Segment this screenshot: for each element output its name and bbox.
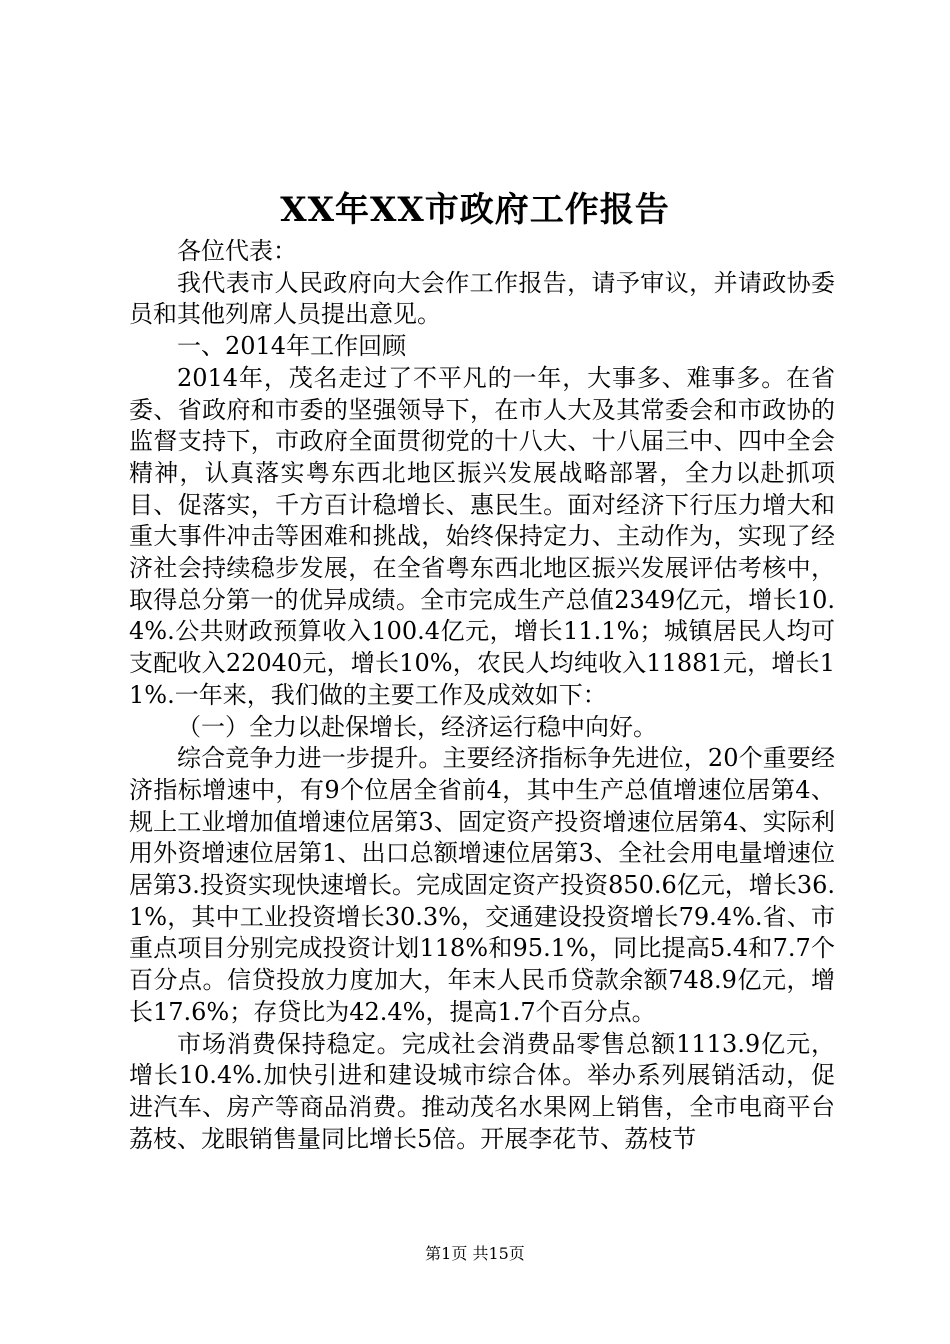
paragraph-review: 2014年，茂名走过了不平凡的一年，大事多、难事多。在省委、省政府和市委的坚强领导下，在市人大及其常委会和市政协的监督支持下，市政府全面贯彻党的十八大、十八届三中、四中全会精神，认真落实粤东西北地区振兴发展战略部署，全力以赴抓项目、促落实，千方百计稳增长、惠民生。面对经济下行压力增大和重大事件冲击等困难和挑战，始终保持定力、主动作为，实现了经济社会持续稳步发展，在全省粤东西北地区振兴发展评估考核中，取得总分第一的优异成绩。全市完成生产总值2349亿元，增长10.4%.公共财政预算收入100.4亿元，增长11.1%；城镇居民人均可支配收入22040元，增长10%，农民人均纯收入11881元，增长11%.一年来，我们做的主要工作及成效如下：: [129, 363, 835, 709]
salutation: 各位代表：: [177, 237, 297, 265]
subsection-heading: （一）全力以赴保增长，经济运行稳中向好。: [177, 712, 657, 741]
document-body: [129, 236, 835, 1155]
paragraph-competitiveness: 综合竞争力进一步提升。主要经济指标争先进位，20个重要经济指标增速中，有9个位居全省前4，其中生产总值增速位居第4、规上工业增加值增速位居第3、固定资产投资增速位居第4、实际利用外资增速位居第1、出口总额增速位居第3、全社会用电量增速位居第3.投资实现快速增长。完成固定资产投资850.6亿元，增长36.1%，其中工业投资增长30.3%，交通建设投资增长79.4%.省、市重点项目分别完成投资计划118%和95.1%，同比提高5.4和7.7个百分点。信贷投放力度加大，年末人民币贷款余额748.9亿元，增长17.6%；存贷比为42.4%，提高1.7个百分点。: [129, 744, 835, 1026]
document-title: XX年XX市政府工作报告: [280, 190, 670, 230]
page-footer: 第1页 共15页: [425, 1244, 525, 1263]
paragraph-consumption: 市场消费保持稳定。完成社会消费品零售总额1113.9亿元，增长10.4%.加快引进和建设城市综合体。举办系列展销活动，促进汽车、房产等商品消费。推动茂名水果网上销售，全市电商平台荔枝、龙眼销售量同比增长5倍。开展李花节、荔枝节: [129, 1029, 835, 1153]
section-heading: 一、2014年工作回顾: [177, 332, 407, 361]
paragraph-intro: 我代表市人民政府向大会作工作报告，请予审议，并请政协委员和其他列席人员提出意见。: [129, 268, 835, 329]
